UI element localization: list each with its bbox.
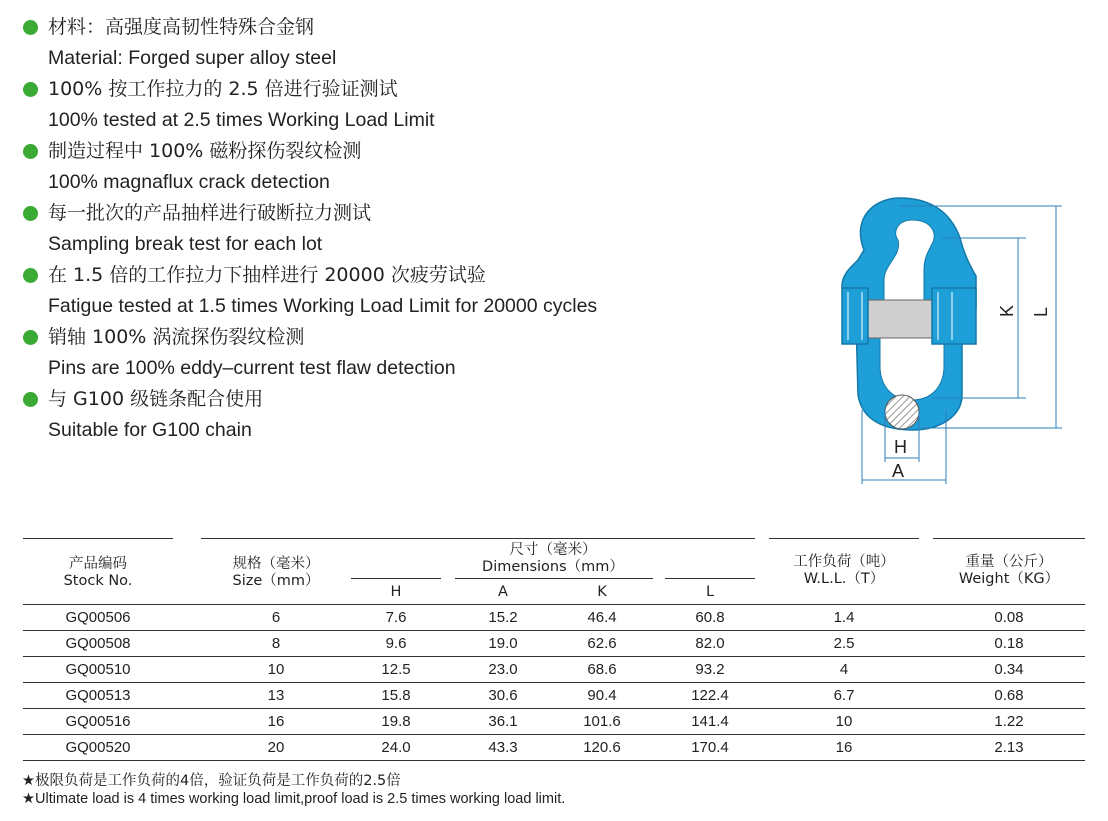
- cell-h: 12.5: [381, 661, 411, 678]
- cell-k: 62.6: [587, 635, 617, 652]
- cell-stock: GQ00508: [65, 635, 131, 652]
- cell-l: 60.8: [695, 609, 725, 626]
- cell-k: 46.4: [587, 609, 617, 626]
- feature-zh: 与 G100 级链条配合使用: [48, 388, 264, 410]
- header-weight: 重量（公斤） Weight（KG）: [958, 554, 1060, 587]
- cell-a: 43.3: [488, 739, 518, 756]
- cell-weight: 0.68: [994, 687, 1024, 704]
- cell-h: 15.8: [381, 687, 411, 704]
- cell-l: 82.0: [695, 635, 725, 652]
- dimension-h-label: H: [894, 437, 907, 457]
- cell-weight: 0.34: [994, 661, 1024, 678]
- cell-weight: 0.08: [994, 609, 1024, 626]
- table-row: [23, 683, 1085, 709]
- cell-size: 8: [271, 635, 281, 652]
- cell-l: 141.4: [691, 713, 729, 730]
- cell-k: 68.6: [587, 661, 617, 678]
- feature-en: 100% tested at 2.5 times Working Load Limit: [48, 109, 435, 131]
- feature-en: Material: Forged super alloy steel: [48, 47, 337, 69]
- cell-a: 15.2: [488, 609, 518, 626]
- cell-a: 19.0: [488, 635, 518, 652]
- cell-a: 36.1: [488, 713, 518, 730]
- cell-l: 170.4: [691, 739, 729, 756]
- cell-h: 7.6: [385, 609, 407, 626]
- cell-stock: GQ00506: [65, 609, 131, 626]
- header-stock: 产品编码 Stock No.: [63, 556, 133, 589]
- feature-en: 100% magnaflux crack detection: [48, 171, 330, 193]
- feature-list: [22, 12, 597, 446]
- dimension-a-label: A: [892, 461, 905, 481]
- cell-wll: 4: [839, 661, 849, 678]
- table-row: [23, 735, 1085, 761]
- cell-h: 9.6: [385, 635, 407, 652]
- cell-stock: GQ00510: [65, 661, 131, 678]
- dimension-l-label: L: [1031, 306, 1051, 317]
- table-row: [23, 709, 1085, 735]
- table-row: [23, 631, 1085, 657]
- feature-zh: 100% 按工作拉力的 2.5 倍进行验证测试: [48, 78, 398, 100]
- cell-stock: GQ00516: [65, 713, 131, 730]
- cell-a: 23.0: [488, 661, 518, 678]
- header-l: L: [705, 584, 715, 600]
- cell-wll: 2.5: [833, 635, 855, 652]
- feature-zh: 材料：高强度高韧性特殊合金钢: [48, 16, 315, 38]
- cell-h: 19.8: [381, 713, 411, 730]
- table-row: [23, 657, 1085, 683]
- feature-zh: 每一批次的产品抽样进行破断拉力测试: [48, 202, 372, 224]
- feature-en: Fatigue tested at 1.5 times Working Load Limit for 20000 cycles: [48, 295, 598, 317]
- feature-item: [22, 198, 597, 260]
- table-row: [23, 605, 1085, 631]
- feature-item: [22, 74, 597, 136]
- cell-wll: 16: [835, 739, 853, 756]
- header-size: 规格（毫米） Size（mm）: [232, 556, 320, 589]
- header-a: A: [498, 584, 508, 600]
- feature-item: [22, 322, 597, 384]
- cell-stock: GQ00520: [65, 739, 131, 756]
- feature-item: [22, 384, 597, 446]
- header-wll: 工作负荷（吨） W.L.L.（T）: [793, 554, 895, 587]
- header-h: H: [390, 584, 402, 600]
- cell-wll: 1.4: [833, 609, 855, 626]
- cell-stock: GQ00513: [65, 687, 131, 704]
- cell-l: 93.2: [695, 661, 725, 678]
- feature-item: [22, 260, 597, 322]
- header-k: K: [597, 584, 607, 600]
- cell-wll: 10: [835, 713, 853, 730]
- feature-en: Suitable for G100 chain: [48, 419, 252, 441]
- cell-weight: 1.22: [994, 713, 1024, 730]
- cell-size: 16: [267, 713, 285, 730]
- cell-h: 24.0: [381, 739, 411, 756]
- cell-size: 20: [267, 739, 285, 756]
- cell-a: 30.6: [488, 687, 518, 704]
- cell-k: 101.6: [583, 713, 621, 730]
- header-dimensions: 尺寸（毫米） Dimensions（mm）: [482, 542, 624, 575]
- cell-l: 122.4: [691, 687, 729, 704]
- note-zh: ★极限负荷是工作负荷的4倍，验证负荷是工作负荷的2.5倍: [22, 773, 401, 789]
- link-body: [842, 198, 976, 430]
- cell-wll: 6.7: [833, 687, 855, 704]
- feature-en: Sampling break test for each lot: [48, 233, 323, 255]
- cell-weight: 2.13: [994, 739, 1024, 756]
- cell-size: 6: [271, 609, 281, 626]
- note-en: ★Ultimate load is 4 times working load limit,proof load is 2.5 times working load limit.: [22, 791, 566, 807]
- cell-size: 10: [267, 661, 285, 678]
- cell-size: 13: [267, 687, 285, 704]
- feature-zh: 在 1.5 倍的工作拉力下抽样进行 20000 次疲劳试验: [48, 264, 486, 286]
- connecting-link-drawing: [812, 190, 1072, 490]
- dimension-k-label: K: [997, 304, 1017, 317]
- feature-zh: 制造过程中 100% 磁粉探伤裂纹检测: [48, 140, 362, 162]
- feature-zh: 销轴 100% 涡流探伤裂纹检测: [48, 326, 305, 348]
- cell-k: 90.4: [587, 687, 617, 704]
- footnotes: [22, 772, 565, 808]
- feature-item: [22, 136, 597, 198]
- feature-item: [22, 12, 597, 74]
- cell-weight: 0.18: [994, 635, 1024, 652]
- feature-en: Pins are 100% eddy–current test flaw detection: [48, 357, 456, 379]
- cell-k: 120.6: [583, 739, 621, 756]
